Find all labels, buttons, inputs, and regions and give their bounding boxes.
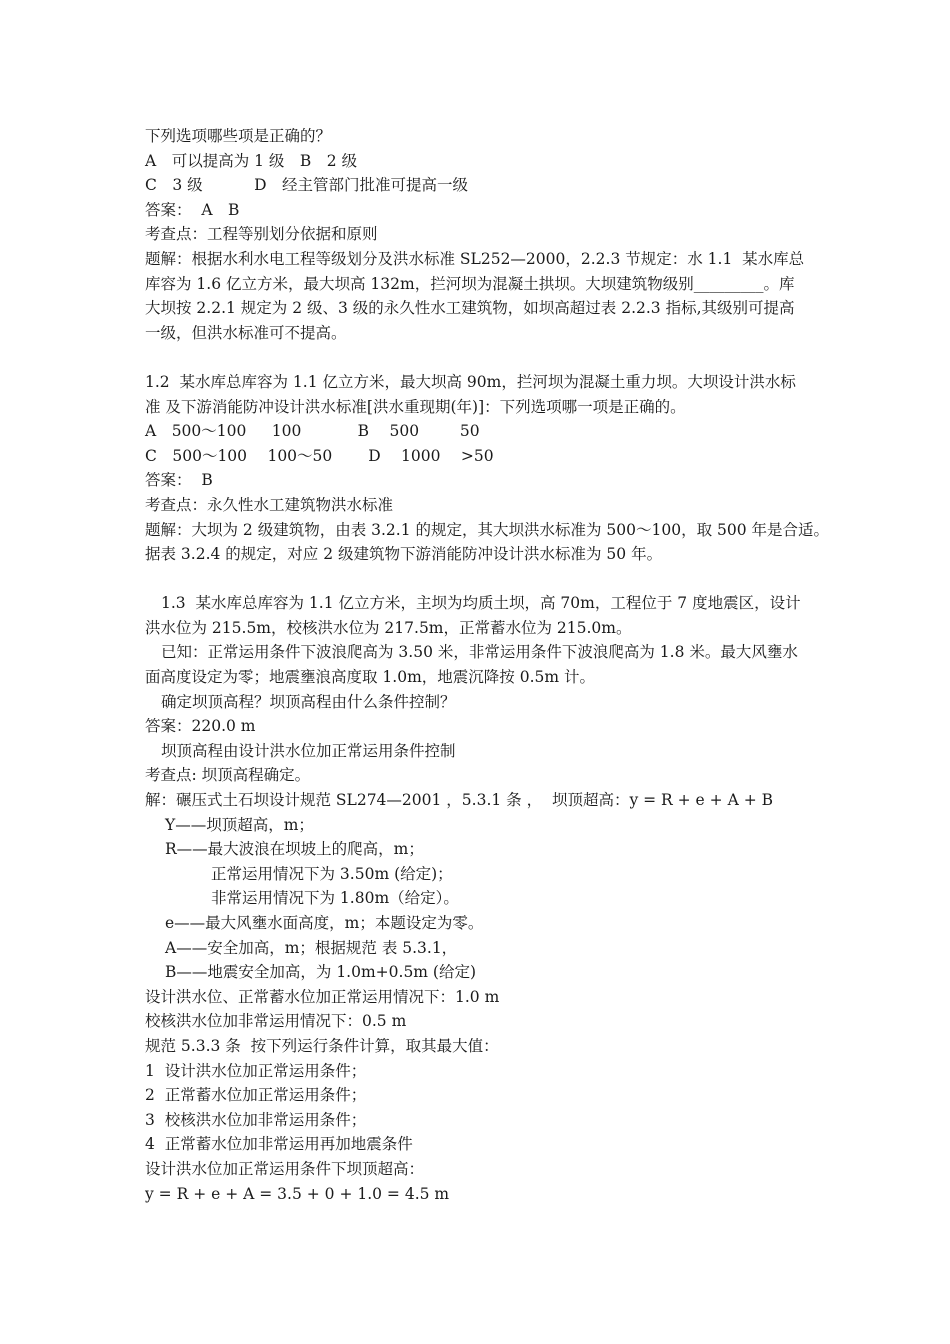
def-b: B——地震安全加高，为 1.0m+0.5m (给定) — [165, 963, 477, 982]
blank-line — [145, 567, 810, 592]
q1-1-options-ab: A 可以提高为 1 级 B 2 级 — [145, 151, 358, 170]
q1-1-topic: 考查点：工程等别划分依据和原则 — [145, 225, 378, 244]
q1-3-given-2: 面高度设定为零；地震壅浪高度取 1.0m，地震沉降按 0.5m 计。 — [145, 668, 595, 687]
q1-3-ask: 确定坝顶高程？坝顶高程由什么条件控制？ — [161, 692, 456, 711]
condition-3: 3 校核洪水位加非常运用条件； — [145, 1110, 367, 1129]
q1-3-topic: 考查点: 坝顶高程确定。 — [145, 766, 311, 785]
q1-2-answer: 答案： B — [145, 471, 213, 490]
q1-3-solution-formula: 解：碾压式土石坝设计规范 SL274—2001 ，5.3.1 条 ， 坝顶超高：y = R + e + A + B — [145, 791, 773, 810]
q1-3-answer-control: 坝顶高程由设计洪水位加正常运用条件控制 — [161, 741, 456, 760]
def-r: R——最大波浪在坝坡上的爬高，m； — [165, 840, 424, 859]
q1-1-explanation-1: 题解：根据水利水电工程等级划分及洪水标准 SL252—2000，2.2.3 节规定：水 1.1 某水库总 — [145, 249, 805, 268]
calc-heading: 设计洪水位加正常运用条件下坝顶超高： — [145, 1159, 425, 1178]
def-a: A——安全加高，m；根据规范 表 5.3.1， — [165, 938, 458, 957]
def-e: e——最大风壅水面高度，m；本题设定为零。 — [165, 914, 484, 932]
document-page — [145, 124, 830, 1206]
q1-1-explanation-4: 一级，但洪水标准可不提高。 — [145, 323, 347, 342]
a-check-value: 校核洪水位加非常运用情况下：0.5 m — [145, 1012, 407, 1031]
q1-1-options-cd: C 3 级 D 经主管部门批准可提高一级 — [145, 176, 469, 195]
def-y: Y——坝顶超高，m； — [165, 815, 314, 834]
condition-4: 4 正常蓄水位加非常运用再加地震条件 — [145, 1135, 413, 1154]
q1-2-explanation-1: 题解：大坝为 2 级建筑物，由表 3.2.1 的规定，其大坝洪水标准为 500～100，取 500 年是合适。 — [145, 520, 830, 539]
q1-2-options-ab: A 500～100 100 B 500 50 — [145, 422, 480, 441]
q1-3-answer: 答案：220.0 m — [145, 717, 256, 736]
q1-2-options-cd: C 500～100 100～50 D 1000 >50 — [145, 446, 494, 465]
q1-3-given-1: 已知：正常运用条件下波浪爬高为 3.50 米，非常运用条件下波浪爬高为 1.8 米。最大风壅水 — [161, 643, 798, 662]
q1-3-question-2: 洪水位为 215.5m，校核洪水位为 217.5m，正常蓄水位为 215.0m。 — [145, 618, 632, 637]
condition-1: 1 设计洪水位加正常运用条件； — [145, 1061, 367, 1080]
a-normal-value: 设计洪水位、正常蓄水位加正常运用情况下：1.0 m — [145, 987, 500, 1006]
blank-line — [145, 345, 810, 370]
rule-5-3-3: 规范 5.3.3 条 按下列运行条件计算，取其最大值： — [145, 1036, 499, 1055]
q1-1-explanation-2: 库容为 1.6 亿立方米，最大坝高 132m，拦河坝为混凝土拱坝。大坝建筑物级别_________。库 — [145, 274, 795, 293]
q1-1-explanation-3: 大坝按 2.2.1 规定为 2 级、3 级的永久性水工建筑物，如坝高超过表 2.2.3 指标,其级别可提高 — [145, 299, 795, 318]
q1-2-question-1: 1.2 某水库总库容为 1.1 亿立方米，最大坝高 90m，拦河坝为混凝土重力坝。大坝设计洪水标 — [145, 372, 796, 391]
def-r-normal: 正常运用情况下为 3.50m (给定)； — [211, 864, 453, 883]
q1-2-topic: 考查点：永久性水工建筑物洪水标准 — [145, 495, 394, 514]
def-r-abnormal: 非常运用情况下为 1.80m（给定）。 — [211, 889, 459, 908]
q1-2-explanation-2: 据表 3.2.4 的规定，对应 2 级建筑物下游消能防冲设计洪水标准为 50 年。 — [145, 545, 663, 564]
q1-1-prompt: 下列选项哪些项是正确的？ — [145, 127, 332, 145]
q1-3-question-1: 1.3 某水库总库容为 1.1 亿立方米，主坝为均质土坝，高 70m，工程位于 7 度地震区，设计 — [161, 594, 801, 613]
q1-2-question-2: 准 及下游消能防冲设计洪水标准[洪水重现期(年)]：下列选项哪一项是正确的。 — [145, 397, 686, 416]
condition-2: 2 正常蓄水位加正常运用条件； — [145, 1086, 367, 1105]
calc-formula: y = R + e + A = 3.5 + 0 + 1.0 = 4.5 m — [145, 1184, 450, 1203]
q1-1-answer: 答案： A B — [145, 200, 240, 219]
